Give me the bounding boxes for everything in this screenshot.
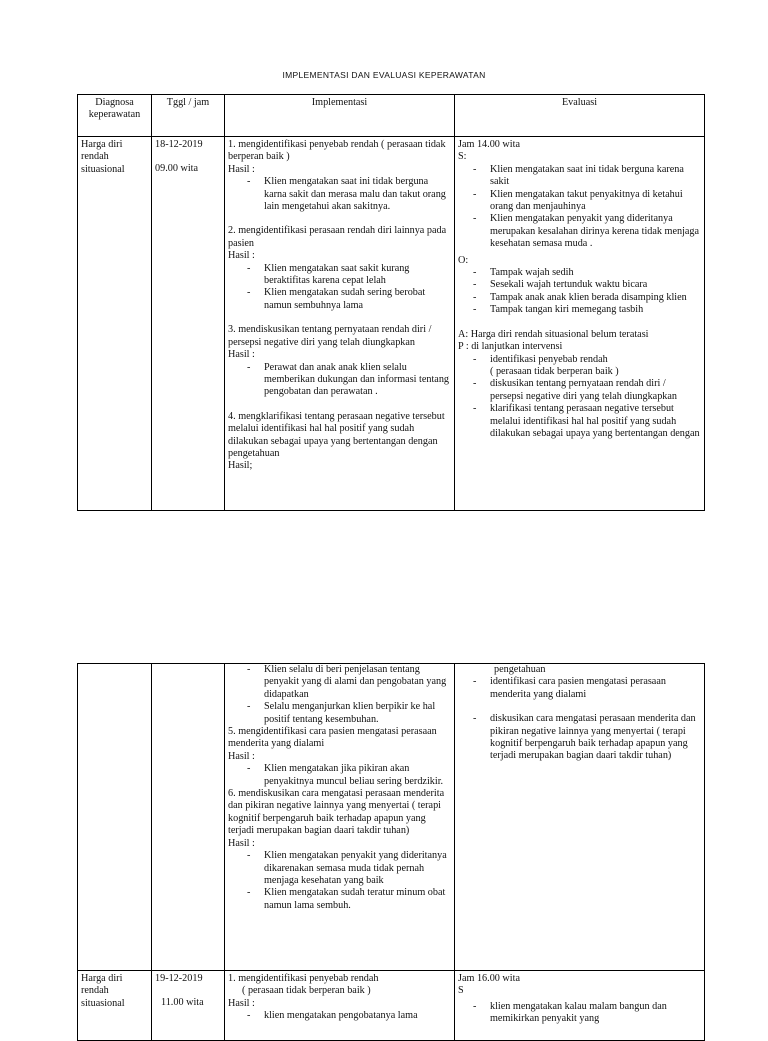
eval-time: Jam 14.00 wita	[458, 139, 520, 150]
list-item: - Selalu menganjurkan klien berpikir ke hal positif tentang kesembuhan.	[247, 701, 451, 726]
eval-p-list-cont-2	[458, 713, 701, 763]
header-tgl-jam: Tggl / jam	[152, 95, 225, 137]
eval-a-line: A: Harga diri rendah situasional belum teratasi	[458, 328, 649, 340]
list-item: - Klien mengatakan penyakit yang dideritanya dikarenakan semasa muda tidak pernah menjaga kesehatan yang baik	[247, 850, 451, 887]
list-item: - Klien mengatakan takut penyakitnya di ketahui orang dan menjauhinya	[473, 189, 701, 214]
impl-step-1: 1. mengidentifikasi penyebab rendah	[228, 973, 379, 984]
impl-hasil-6: Hasil :	[228, 837, 255, 849]
impl-result-list-4	[228, 664, 451, 726]
impl-result-list-1	[228, 176, 451, 213]
list-item: - Klien selalu di beri penjelasan tentang penyakit yang di alami dan pengobatan yang didapatkan	[247, 664, 451, 701]
impl-hasil-3: Hasil :	[228, 349, 255, 361]
header-implementasi: Implementasi	[225, 95, 455, 137]
impl-result-list-1	[228, 1010, 451, 1022]
eval-s-list	[458, 1001, 701, 1026]
list-item: - Klien mengatakan saat ini tidak berguna karna sakit dan merasa malu dan takut orang lain mengetahui akan sakitnya.	[247, 176, 451, 213]
table-header-row	[78, 95, 705, 137]
impl-step-4: 4. mengklarifikasi tentang perasaan negative tersebut melalui identifikasi hal hal positif yang sudah dilakukan sebagai upaya yang bertentangan dengan pengetahuan	[228, 410, 445, 459]
list-item: - Klien mengatakan jika pikiran akan penyakitnya muncul beliau sering berdzikir.	[247, 763, 451, 788]
impl-step-1: 1. mengidentifikasi penyebab rendah ( perasaan tidak berperan baik )	[228, 139, 446, 163]
header-evaluasi: Evaluasi	[455, 95, 705, 137]
impl-result-list-2	[228, 263, 451, 313]
eval-o-label: O:	[458, 254, 469, 266]
impl-step-1-detail: ( perasaan tidak berperan baik )	[242, 985, 371, 997]
eval-s-list	[458, 164, 701, 251]
list-item: - Sesekali wajah tertunduk waktu bicara	[473, 279, 701, 291]
date-time-cell	[152, 137, 225, 511]
eval-s-label: S	[458, 985, 464, 997]
time-text: 09.00 wita	[155, 163, 199, 175]
date-text: 19-12-2019	[155, 973, 203, 984]
list-item: - Klien mengatakan saat sakit kurang beraktifitas karena cepat lelah	[247, 263, 451, 288]
evaluasi-cell	[455, 137, 705, 511]
list-item: - Klien mengatakan saat ini tidak berguna karena sakit	[473, 164, 701, 189]
date-text: 18-12-2019	[155, 139, 203, 150]
table-row	[78, 137, 705, 511]
table-row	[78, 664, 705, 971]
date-time-cell	[152, 971, 225, 1041]
date-time-cell-empty	[152, 664, 225, 971]
list-item: - Tampak tangan kiri memegang tasbih	[473, 304, 701, 316]
list-item: - klarifikasi tentang perasaan negative tersebut melalui identifikasi hal hal positif yang sudah dilakukan sebagai upaya yang bertentangan dengan	[473, 403, 701, 440]
impl-result-list-6	[228, 850, 451, 912]
impl-step-3: 3. mendiskusikan tentang pernyataan rendah diri / persepsi negative diri yang telah diungkapkan	[228, 324, 432, 348]
implementasi-cell	[225, 137, 455, 511]
list-item: - diskusikan tentang pernyataan rendah diri / persepsi negative diri yang telah diungkapkan	[473, 378, 701, 403]
document-title: IMPLEMENTASI DAN EVALUASI KEPERAWATAN	[282, 70, 486, 80]
header-diagnosa: Diagnosa keperawatan	[78, 95, 152, 137]
impl-result-list-5	[228, 763, 451, 788]
list-item: - diskusikan cara mengatasi perasaan menderita dan pikiran negative lainnya yang menyertai ( terapi kognitif berpengaruh baik terhadap apapun yang terjadi merupakan bagian daari takdir tuhan)	[473, 713, 701, 763]
nursing-table-page-1	[77, 94, 705, 511]
list-item: - Tampak anak anak klien berada disamping klien	[473, 292, 701, 304]
impl-hasil-1: Hasil :	[228, 997, 255, 1009]
implementasi-cell	[225, 971, 455, 1041]
nursing-table-page-2	[77, 663, 705, 1041]
evaluasi-cell	[455, 971, 705, 1041]
eval-time: Jam 16.00 wita	[458, 973, 520, 984]
list-item: - Tampak wajah sedih	[473, 267, 701, 279]
list-item: - identifikasi penyebab rendah ( perasaan tidak berperan baik )	[473, 354, 701, 379]
impl-hasil-2: Hasil :	[228, 250, 255, 262]
impl-hasil-4: Hasil;	[228, 460, 253, 472]
list-item: - Perawat dan anak anak klien selalu memberikan dukungan dan informasi tentang pengobatan dan perawatan .	[247, 362, 451, 399]
impl-result-list-3	[228, 362, 451, 399]
eval-p-list	[458, 354, 701, 441]
table-row	[78, 971, 705, 1041]
impl-hasil-5: Hasil :	[228, 750, 255, 762]
implementasi-cell	[225, 664, 455, 971]
impl-step-2: 2. mengidentifikasi perasaan rendah diri lainnya pada pasien	[228, 225, 447, 249]
list-item: - klien mengatakan kalau malam bangun dan memikirkan penyakit yang	[473, 1001, 701, 1026]
impl-step-6: 6. mendiskusikan cara mengatasi perasaan menderita dan pikiran negative lainnya yang menyertai ( terapi kognitif berpengaruh baik terhadap apapun yang terjadi merupakan bagian daari takdir tuhan)	[228, 788, 445, 837]
list-item: - Klien mengatakan sudah sering berobat namun sembuhnya lama	[247, 287, 451, 312]
evaluasi-cell	[455, 664, 705, 971]
eval-s-label: S:	[458, 151, 467, 163]
eval-p-list-cont-1	[458, 676, 701, 701]
impl-step-5: 5. mengidentifikasi cara pasien mengatasi perasaan menderita yang dialami	[228, 726, 437, 750]
list-item: - Klien mengatakan sudah teratur minum obat namun lama sembuh.	[247, 887, 451, 912]
impl-hasil-1: Hasil :	[228, 163, 255, 175]
diagnosa-cell: Harga diri rendah situasional	[78, 971, 152, 1041]
list-item: - klien mengatakan pengobatanya lama	[247, 1010, 451, 1022]
diagnosa-cell: Harga diri rendah situasional	[78, 137, 152, 511]
eval-o-list	[458, 267, 701, 317]
time-text: 11.00 wita	[161, 997, 204, 1009]
list-item: - Klien mengatakan penyakit yang dideritanya merupakan kesalahan dirinya kerena tidak menjaga kesehatan semasa muda .	[473, 213, 701, 250]
eval-continuation: pengetahuan	[494, 664, 546, 675]
list-item: - identifikasi cara pasien mengatasi perasaan menderita yang dialami	[473, 676, 701, 701]
diagnosa-cell-empty	[78, 664, 152, 971]
eval-p-line: P : di lanjutkan intervensi	[458, 341, 563, 353]
